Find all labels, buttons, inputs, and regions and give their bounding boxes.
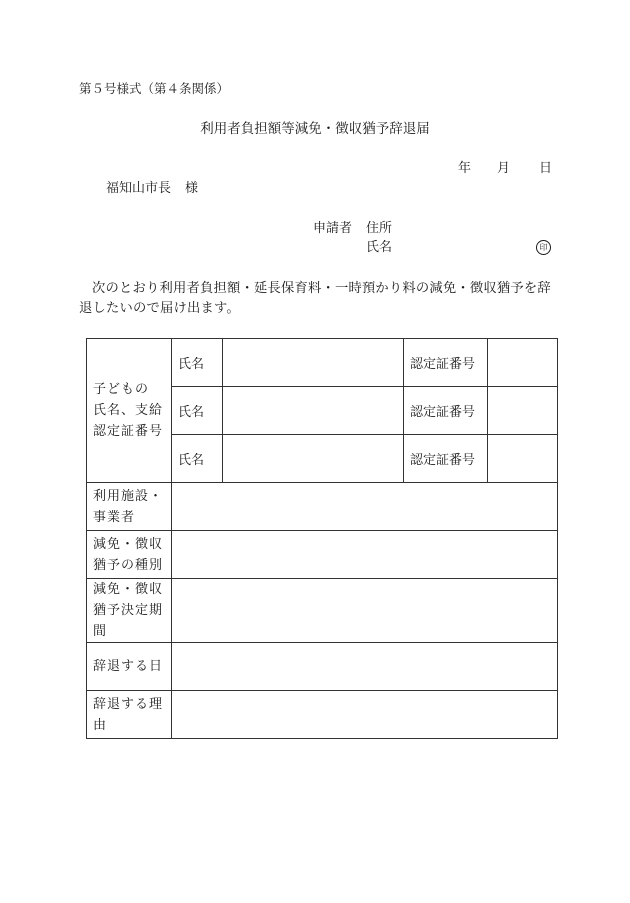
period-label [87,579,172,643]
cert-number-field[interactable] [488,435,558,483]
address-label: 住所 [366,221,393,236]
cert-number-label: 認定証番号 [404,387,488,435]
child-row [87,339,558,387]
facility-field[interactable] [172,483,558,531]
label-line: 辞退する理 [93,696,164,712]
date-year-label: 年 [458,161,472,176]
facility-row [87,483,558,531]
label-line: 減免・徴収 [93,536,164,552]
period-row [87,579,558,643]
label-line: 由 [93,717,108,733]
cert-number-label: 認定証番号 [404,339,488,387]
form-table [86,338,558,739]
child-name-label: 氏名 [172,387,223,435]
child-name-label: 氏名 [172,339,223,387]
label-line: 認定証番号 [93,424,164,439]
child-name-field[interactable] [223,387,404,435]
facility-label [87,483,172,531]
label-line: 事業者 [93,509,136,525]
child-name-field[interactable] [223,435,404,483]
label-line: 間 [93,624,108,639]
cert-number-field[interactable] [488,339,558,387]
withdraw-reason-row [87,691,558,739]
label-line: 利用施設・ [93,488,164,504]
child-section-label [87,339,172,483]
date-month-label: 月 [497,161,511,176]
form-number: 第５号様式（第４条関係） [79,81,230,96]
withdraw-reason-label [87,691,172,739]
type-field[interactable] [172,531,558,579]
withdraw-date-label [87,643,172,691]
cert-number-label: 認定証番号 [404,435,488,483]
addressee-name: 福知山市長 [106,181,172,196]
type-row [87,531,558,579]
label-line: 猶予決定期 [93,603,164,618]
label-line: 減免・徴収 [93,582,164,597]
withdraw-date-row [87,643,558,691]
body-text: 次のとおり利用者負担額・延長保育料・一時預かり料の減免・徴収猶予を辞退したいので届け出ます。 [79,281,551,316]
child-name-field[interactable] [223,339,404,387]
seal-mark: 印 [536,240,551,255]
addressee-suffix: 様 [185,181,199,196]
label-line: 猶予の種別 [93,557,164,573]
applicant-label: 申請者 [313,221,353,236]
child-name-label: 氏名 [172,435,223,483]
period-field[interactable] [172,579,558,643]
label-line: 辞退する日 [93,659,164,674]
label-line: 氏名、支給 [93,403,164,418]
label-line: 子どもの [93,382,150,397]
date-day-label: 日 [539,161,553,176]
withdraw-date-field[interactable] [172,643,558,691]
withdraw-reason-field[interactable] [172,691,558,739]
name-label: 氏名 [366,240,393,255]
cert-number-field[interactable] [488,387,558,435]
type-label [87,531,172,579]
document-title: 利用者負担額等減免・徴収猶予辞退届 [200,121,430,137]
